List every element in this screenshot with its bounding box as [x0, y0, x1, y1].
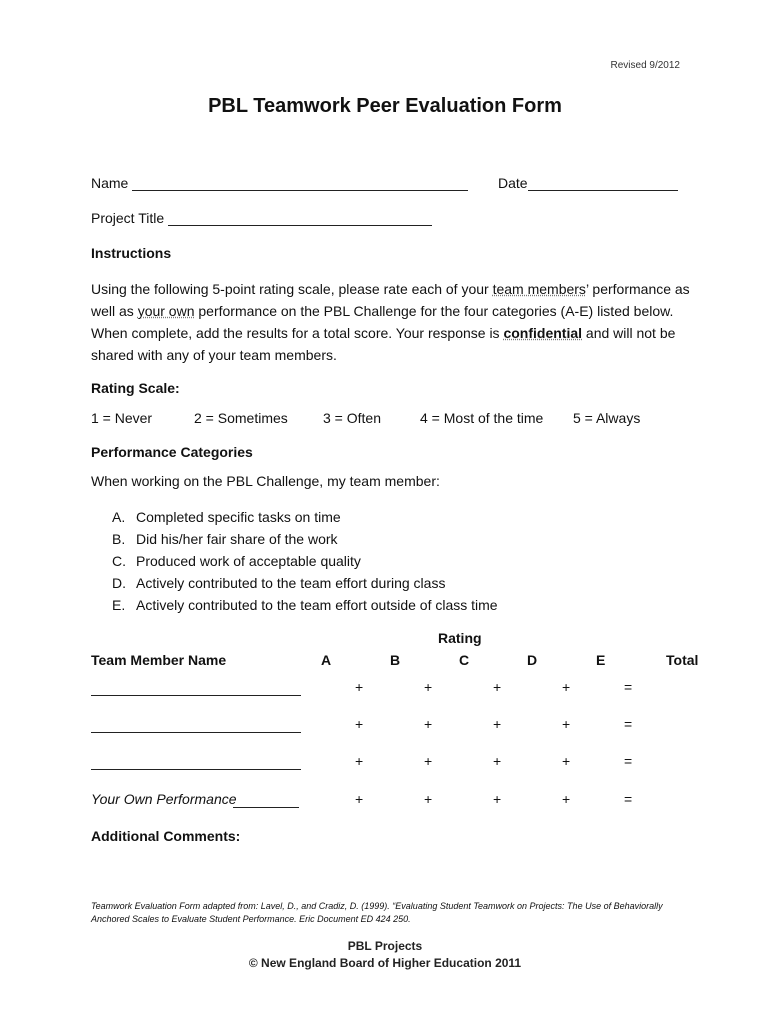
plus-sign: +	[424, 716, 433, 732]
member-name-input-line[interactable]	[91, 753, 301, 770]
category-text: Actively contributed to the team effort during class	[136, 575, 446, 591]
revised-date: Revised 9/2012	[610, 60, 680, 71]
plus-sign: +	[562, 791, 571, 807]
name-field	[91, 175, 468, 191]
team-members-text: team members	[492, 281, 586, 297]
plus-sign: +	[493, 753, 502, 769]
column-header-a: A	[321, 652, 332, 668]
rating-scale-item: 3 = Often	[323, 410, 381, 426]
category-letter: E.	[112, 597, 126, 613]
plus-sign: +	[355, 753, 364, 769]
member-name-input-line[interactable]	[91, 679, 301, 696]
name-input-line[interactable]	[132, 176, 468, 191]
list-item	[112, 550, 498, 572]
comments-heading: Additional Comments:	[91, 828, 241, 844]
table-row	[91, 753, 691, 773]
plus-sign: +	[493, 791, 502, 807]
instructions-text-3: performance on the PBL Challenge for the four categories (A-E) listed below. When complete, add the results for a total score. Your response is	[91, 303, 674, 341]
rating-scale-item: 5 = Always	[573, 410, 641, 426]
plus-sign: +	[493, 679, 502, 695]
list-item	[112, 506, 498, 528]
project-title-label: Project Title	[91, 210, 165, 226]
equals-sign: =	[624, 791, 633, 807]
rating-scale-heading: Rating Scale:	[91, 380, 180, 396]
equals-sign: =	[624, 679, 633, 695]
equals-sign: =	[624, 716, 633, 732]
project-title-field	[91, 210, 432, 226]
confidential-text: confidential	[503, 325, 583, 341]
member-name-input-line[interactable]	[91, 716, 301, 733]
category-text: Produced work of acceptable quality	[136, 553, 361, 569]
rating-scale-item: 2 = Sometimes	[194, 410, 288, 426]
performance-heading: Performance Categories	[91, 444, 253, 460]
plus-sign: +	[424, 791, 433, 807]
plus-sign: +	[355, 791, 364, 807]
rating-scale	[0, 410, 770, 430]
column-header-c: C	[459, 652, 470, 668]
plus-sign: +	[355, 679, 364, 695]
citation: Teamwork Evaluation Form adapted from: Lavel, D., and Cradiz, D. (1999). “Evaluating Student Teamwork on Projects: The Use of Behaviorally Anchored Scales to Evaluate Student Performance. Eric Document ED 424 250.	[91, 901, 663, 924]
date-label: Date	[498, 175, 528, 191]
rating-label: Rating	[438, 630, 482, 646]
footer-line-1: PBL Projects	[347, 939, 423, 953]
page-title: PBL Teamwork Peer Evaluation Form	[208, 95, 562, 117]
category-letter: B.	[112, 531, 126, 547]
plus-sign: +	[424, 753, 433, 769]
instructions-heading: Instructions	[91, 245, 172, 261]
category-letter: D.	[112, 575, 126, 591]
table-row	[91, 679, 691, 699]
list-item	[112, 594, 498, 616]
list-item	[112, 572, 498, 594]
performance-category-list	[112, 506, 498, 616]
plus-sign: +	[562, 679, 571, 695]
column-header-b: B	[390, 652, 401, 668]
column-header-e: E	[596, 652, 606, 668]
plus-sign: +	[562, 753, 571, 769]
project-title-input-line[interactable]	[168, 211, 432, 226]
plus-sign: +	[355, 716, 364, 732]
table-row	[91, 716, 691, 736]
instructions-text-4: and will not be shared with any of your team members.	[91, 325, 676, 363]
plus-sign: +	[424, 679, 433, 695]
category-letter: C.	[112, 553, 126, 569]
performance-intro: When working on the PBL Challenge, my team member:	[91, 473, 440, 489]
category-letter: A.	[112, 509, 126, 525]
category-text: Actively contributed to the team effort outside of class time	[136, 597, 498, 613]
instructions-text-1: Using the following 5-point rating scale, please rate each of your	[91, 281, 493, 297]
member-name-header: Team Member Name	[91, 652, 227, 668]
own-performance-label: Your Own Performance	[91, 791, 237, 807]
date-input-line[interactable]	[528, 176, 678, 191]
category-text: Completed specific tasks on time	[136, 509, 341, 525]
table-row-own-performance	[91, 791, 691, 811]
own-performance-input-line[interactable]	[233, 791, 299, 808]
plus-sign: +	[562, 716, 571, 732]
instructions-text-2: ’ performance as well as	[91, 281, 690, 319]
plus-sign: +	[493, 716, 502, 732]
column-header-d: D	[527, 652, 538, 668]
name-label: Name	[91, 175, 129, 191]
rating-scale-item: 1 = Never	[91, 410, 153, 426]
instructions-paragraph	[91, 278, 691, 366]
your-own-text: your own	[137, 303, 195, 319]
list-item	[112, 528, 498, 550]
date-field	[498, 175, 678, 191]
footer-line-2: © New England Board of Higher Education 2011	[248, 956, 522, 970]
total-header: Total	[666, 652, 699, 668]
equals-sign: =	[624, 753, 633, 769]
category-text: Did his/her fair share of the work	[136, 531, 338, 547]
rating-scale-item: 4 = Most of the time	[420, 410, 544, 426]
